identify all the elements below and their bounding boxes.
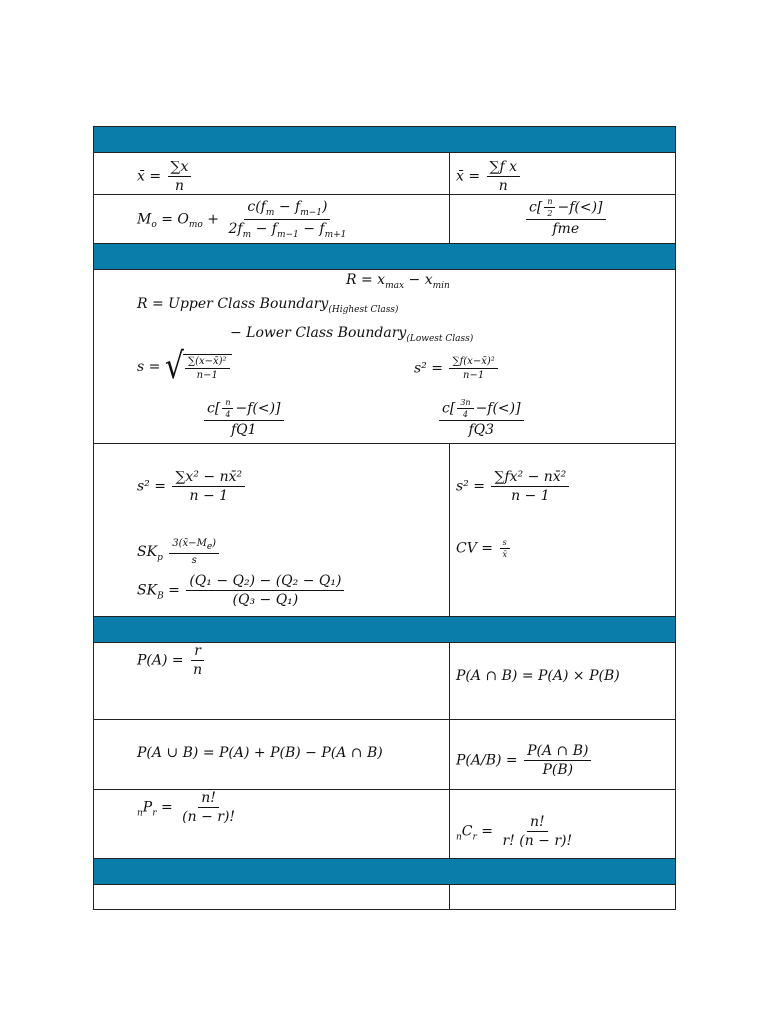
row-perm-comb [94, 790, 676, 859]
formula-mode: $M_o = O_{mo}$ + $\frac{c(f_m - f_{m-1})}{2f_m - f_{m-1} - f_{m+1}}$ [137, 199, 347, 240]
formula-permutation: $_nP_r$ = $\frac{n!}{(n - r)!}$ [137, 790, 236, 825]
cell-variance-skewness [94, 444, 450, 617]
section-header-probability [94, 617, 676, 643]
row-probability-basic [94, 643, 676, 720]
formula-variance-short: s² = $\frac{\text{∑x² − nx̄²}}{n - 1}$ [137, 469, 247, 504]
formula-std-deviation: s = √ $\frac{\text{∑(x−x̄)²}}{n-1}$ [137, 352, 232, 382]
formula-mean-raw: x̄ = $\frac{\sum x}{n}$ [137, 159, 193, 194]
formula-combination: $_nC_r$ = $\frac{n!}{r! (n - r)!}$ [456, 814, 573, 849]
cell-combination [450, 790, 676, 859]
formula-q1: c[ $\frac{n}{4}$ −f(<)] fQ1 [202, 398, 286, 438]
cell-mean-raw [94, 153, 450, 195]
row-probability-union [94, 720, 676, 790]
formula-range-upper: R = Upper Class Boundary$_{(Highest Class)}$ [137, 296, 399, 315]
cell-prob-basic [94, 643, 450, 720]
formula-sheet [93, 126, 675, 910]
section-header-final [94, 859, 676, 885]
formula-mean-grouped: x̄ = $\frac{\text{∑f x}}{n}$ [456, 159, 522, 194]
formula-range-lower: − Lower Class Boundary$_{(Lowest Class)}$ [230, 325, 474, 344]
cell-empty-left [94, 885, 450, 910]
formula-median: c[ $\frac{n}{2}$ −f(<)] fme [524, 197, 608, 237]
formula-variance-grouped: s² = $\frac{\text{∑f(x−x̄)²}}{n-1}$ [414, 356, 500, 381]
cell-prob-or [94, 720, 450, 790]
formula-probability-conditional: P(A/B) = $\frac{P(A \cap B)}{P(B)}$ [456, 743, 593, 778]
cell-mode [94, 195, 450, 244]
cell-range-dispersion [94, 270, 676, 444]
cell-permutation [94, 790, 450, 859]
cell-prob-conditional [450, 720, 676, 790]
section-header-central-tendency [94, 127, 676, 153]
row-mode-median [94, 195, 676, 244]
formula-probability-or: P(A ∪ B) = P(A) + P(B) − P(A ∩ B) [137, 745, 383, 761]
row-empty [94, 885, 676, 910]
section-header-dispersion [94, 244, 676, 270]
formula-range-simple: $R = x_{max} - x_{min}$ [346, 272, 450, 291]
row-mean [94, 153, 676, 195]
cell-empty-right [450, 885, 676, 910]
formula-skewness-bowley: $SK_B$ = $\frac{\text{(Q₁ − Q₂) − (Q₂ − Q₁)}}{\text{(Q₃ − Q₁)}}$ [137, 573, 346, 608]
cell-median [450, 195, 676, 244]
formula-q3: c[ $\frac{3n}{4}$ −f(<)] fQ3 [437, 398, 526, 438]
formula-probability-and: P(A ∩ B) = P(A) × P(B) [456, 668, 620, 684]
formula-skewness-pearson: $SK_p$ $\frac{3(x̄-M_e)}{s}$ [137, 538, 221, 566]
formula-probability-basic: P(A) = $\frac{r}{n}$ [137, 643, 203, 678]
cell-prob-and [450, 643, 676, 720]
formula-table [93, 126, 676, 910]
formula-coefficient-variation: CV = $\frac{s}{x̄}$ [456, 538, 512, 559]
cell-mean-grouped [450, 153, 676, 195]
row-variance-skewness [94, 444, 676, 617]
cell-variance-cv [450, 444, 676, 617]
row-range-dispersion [94, 270, 676, 444]
formula-variance-short-grouped: s² = $\frac{\text{∑fx² − nx̄²}}{n - 1}$ [456, 469, 571, 504]
